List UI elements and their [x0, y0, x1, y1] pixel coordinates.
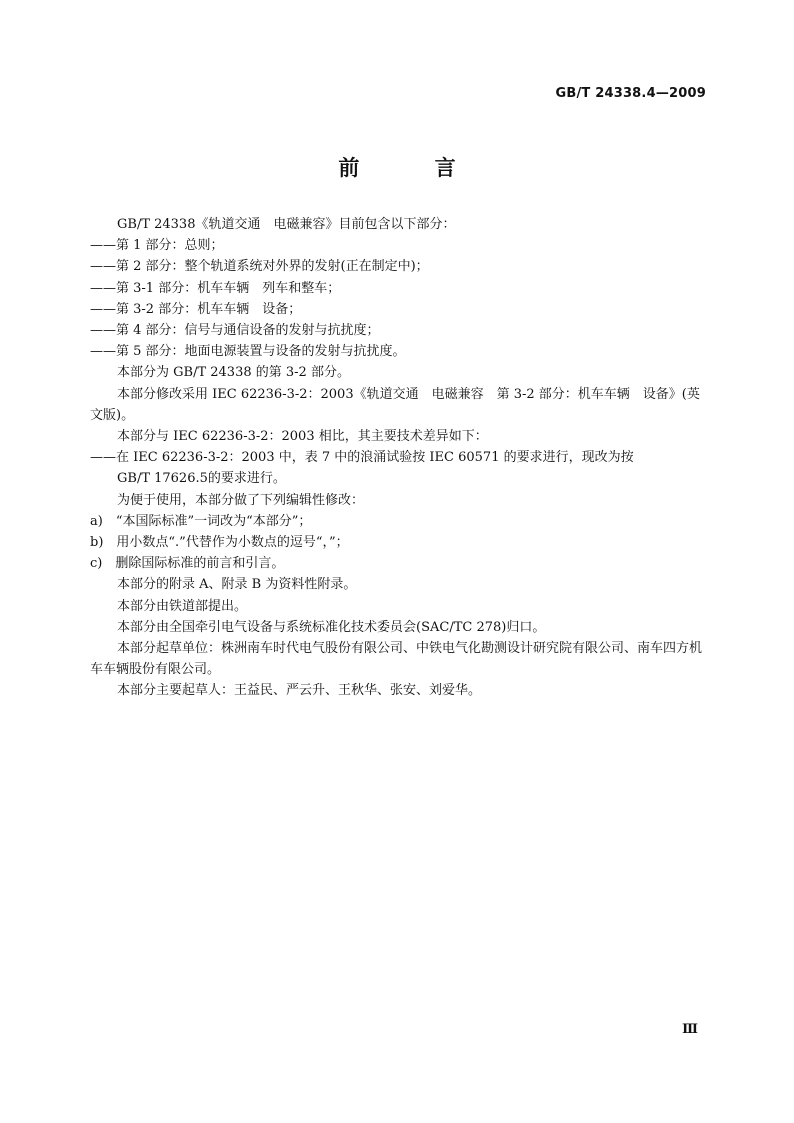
paragraph-parts-intro: GB/T 24338《轨道交通 电磁兼容》目前包含以下部分： — [117, 217, 456, 232]
dash-item-part-5: ——第 5 部分：地面电源装置与设备的发射与抗扰度。 — [90, 344, 406, 360]
paragraph-centralized-by: 本部分由全国牵引电气设备与系统标准化技术委员会(SAC/TC 278)归口。 — [117, 619, 546, 635]
paragraph-editorial-intro: 为便于使用，本部分做了下列编辑性修改： — [117, 492, 365, 508]
dash-item-part-2: ——第 2 部分：整个轨道系统对外界的发射(正在制定中)； — [90, 259, 429, 275]
paragraph-proposed-by: 本部分由铁道部提出。 — [117, 598, 248, 614]
difference-line-1: ——在 IEC 62236-3-2：2003 中，表 7 中的浪涌试验按 IEC 60571 的要求进行，现改为按 — [90, 450, 634, 466]
list-item-a: a) “本国际标准”一词改为“本部分”； — [90, 513, 312, 529]
paragraph-drafting-units: 本部分起草单位：株洲南车时代电气股份有限公司、中铁电气化勘测设计研究院有限公司、南车四方机车车辆股份有限公司。 — [90, 641, 703, 678]
foreword-body — [90, 214, 706, 702]
paragraph-drafters: 本部分主要起草人：王益民、严云升、王秋华、张安、刘爱华。 — [117, 683, 482, 699]
dash-item-technical-difference — [90, 447, 706, 489]
standard-code: GB/T 24338.4—2009 — [555, 86, 706, 101]
paragraph-annexes: 本部分的附录 A、附录 B 为资料性附录。 — [117, 577, 357, 593]
paragraph-this-part: 本部分为 GB/T 24338 的第 3-2 部分。 — [117, 365, 350, 381]
page-title: 前 言 — [338, 156, 490, 180]
dash-item-part-3-2: ——第 3-2 部分：机车车辆 设备； — [90, 301, 302, 317]
paragraph-differences-intro: 本部分与 IEC 62236-3-2：2003 相比，其主要技术差异如下： — [117, 429, 488, 445]
dash-item-part-3-1: ——第 3-1 部分：机车车辆 列车和整车； — [90, 280, 341, 296]
list-item-b: b) 用小数点“.”代替作为小数点的逗号“，”； — [90, 535, 349, 551]
page-number: Ⅲ — [682, 1022, 698, 1037]
dash-item-part-4: ——第 4 部分：信号与通信设备的发射与抗扰度； — [90, 323, 380, 339]
paragraph-adoption: 本部分修改采用 IEC 62236-3-2：2003《轨道交通 电磁兼容 第 3-2 部分：机车车辆 设备》(英文版)。 — [90, 386, 700, 423]
list-item-c: c) 删除国际标准的前言和引言。 — [90, 556, 285, 572]
dash-item-part-1: ——第 1 部分：总则； — [90, 238, 224, 254]
difference-line-2: GB/T 17626.5的要求进行。 — [117, 471, 286, 487]
